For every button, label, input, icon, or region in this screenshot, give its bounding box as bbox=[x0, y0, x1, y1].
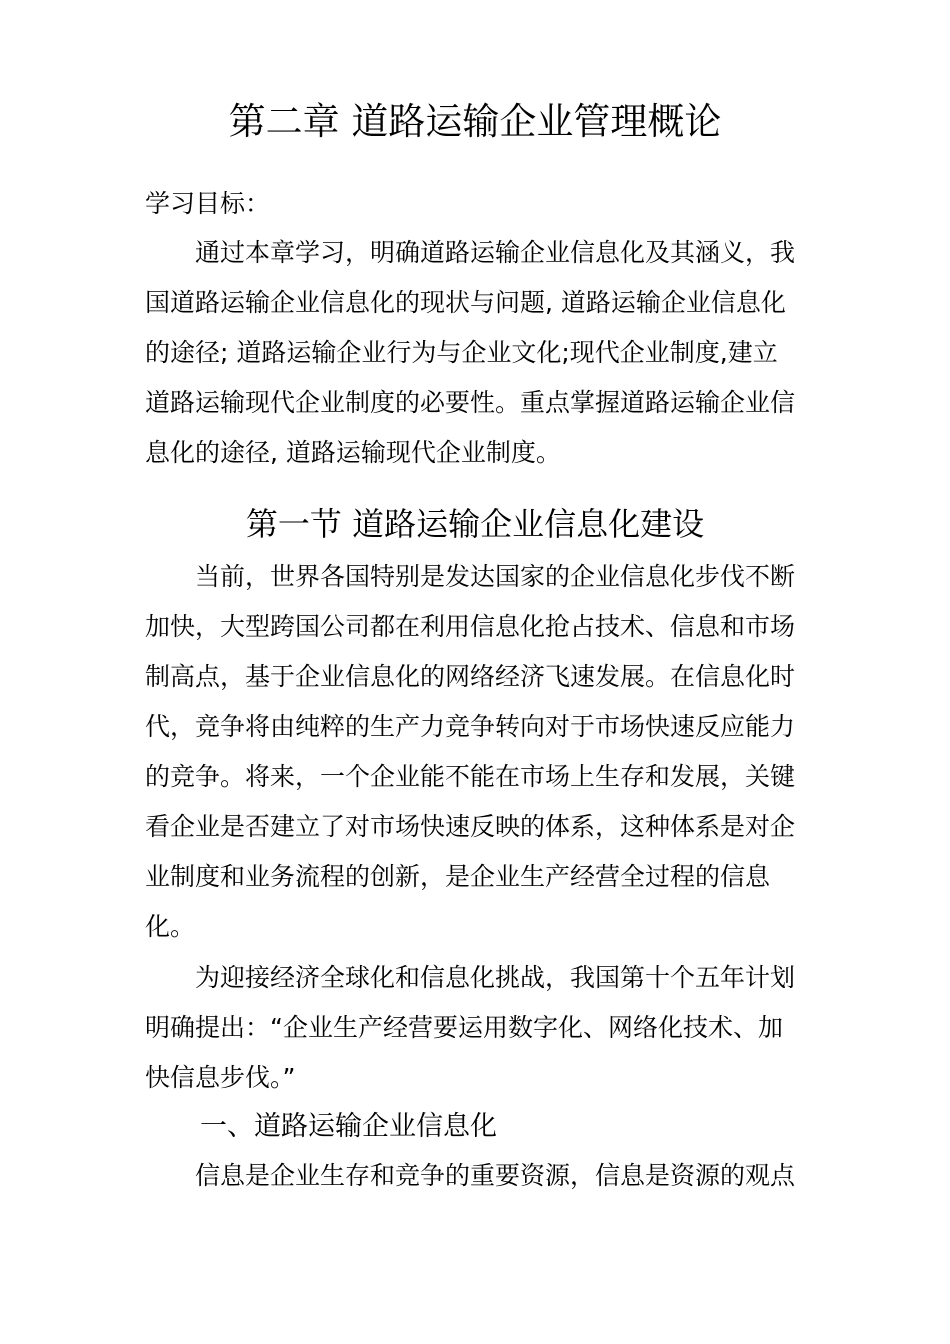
body-line: 快信息步伐。” bbox=[145, 1063, 296, 1092]
body-line: 当前，世界各国特别是发达国家的企业信息化步伐不断 bbox=[195, 562, 796, 591]
body-line: 代，竞争将由纯粹的生产力竞争转向对于市场快速反应能力 bbox=[145, 712, 796, 741]
body-line: 业制度和业务流程的创新，是企业生产经营全过程的信息 bbox=[145, 862, 771, 891]
chapter-title: 第二章 道路运输企业管理概论 bbox=[228, 100, 722, 143]
body-line: 看企业是否建立了对市场快速反映的体系，这种体系是对企 bbox=[145, 812, 796, 841]
objectives-line: 道路运输现代企业制度的必要性。重点掌握道路运输企业信 bbox=[145, 388, 796, 417]
body-line: 为迎接经济全球化和信息化挑战，我国第十个五年计划 bbox=[195, 963, 796, 992]
section-title: 第一节 道路运输企业信息化建设 bbox=[245, 505, 705, 543]
body-line: 加快，大型跨国公司都在利用信息化抢占技术、信息和市场 bbox=[145, 612, 796, 641]
body-line: 制高点，基于企业信息化的网络经济飞速发展。在信息化时 bbox=[145, 662, 796, 691]
objectives-line: 通过本章学习，明确道路运输企业信息化及其涵义，我 bbox=[195, 238, 796, 267]
body-line: 明确提出：“企业生产经营要运用数字化、网络化技术、加 bbox=[145, 1013, 783, 1042]
objectives-label: 学习目标： bbox=[145, 189, 271, 218]
objectives-line: 息化的途径, 道路运输现代企业制度。 bbox=[145, 438, 561, 467]
body-paragraph-2 bbox=[145, 953, 825, 1103]
body-line: 的竞争。将来，一个企业能不能在市场上生存和发展，关键 bbox=[145, 762, 796, 791]
objectives-line: 国道路运输企业信息化的现状与问题, 道路运输企业信息化 bbox=[145, 288, 786, 317]
subsection-title: 一、道路运输企业信息化 bbox=[200, 1111, 497, 1142]
body-paragraph-3 bbox=[145, 1151, 825, 1201]
objectives-paragraph bbox=[145, 228, 825, 478]
body-line: 信息是企业生存和竞争的重要资源，信息是资源的观点 bbox=[195, 1161, 796, 1190]
body-line: 化。 bbox=[145, 912, 196, 941]
objectives-line: 的途径; 道路运输企业行为与企业文化;现代企业制度,建立 bbox=[145, 338, 778, 367]
body-paragraph-1 bbox=[145, 552, 825, 952]
